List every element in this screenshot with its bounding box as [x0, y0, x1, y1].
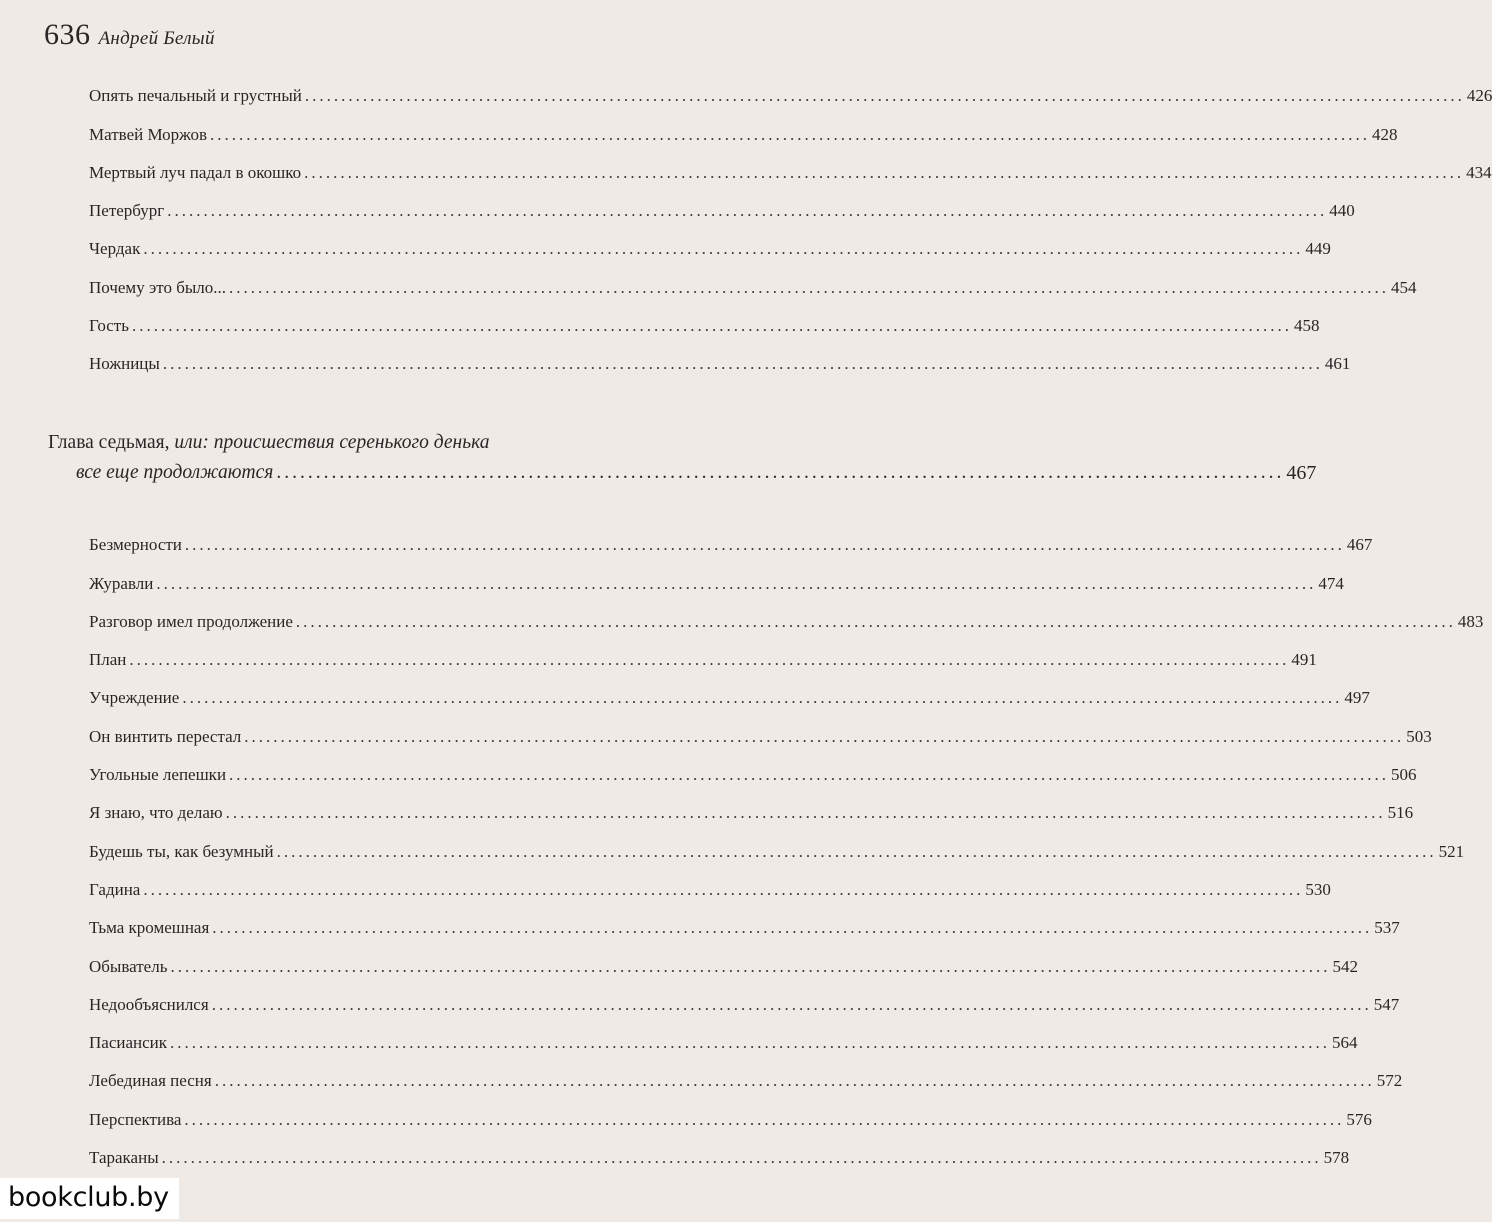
- toc-entry-title: Петербург: [89, 201, 165, 221]
- toc-entry-page: 428: [1372, 124, 1398, 144]
- leader-dots: ................................................................................................................................................................: [167, 201, 1328, 221]
- toc-entry-title: Он винтить перестал: [89, 726, 242, 746]
- leader-dots: ................................................................................................................................: [276, 462, 1285, 483]
- toc-entry-title: Безмерности: [89, 535, 182, 555]
- toc-entry-title: Журавли: [89, 573, 154, 593]
- toc-entry-page: 572: [1376, 1071, 1403, 1091]
- toc-entry-page: 474: [1318, 573, 1344, 593]
- toc-entry-page: 576: [1346, 1109, 1372, 1129]
- leader-dots: ................................................................................................................................................................: [295, 611, 1456, 631]
- toc-entry-page: 483: [1457, 611, 1484, 631]
- toc-entry-page: 454: [1391, 277, 1417, 297]
- page-number: 636: [44, 18, 91, 51]
- toc-entry-page: 434: [1466, 162, 1492, 182]
- toc-entry-page: 564: [1332, 1033, 1358, 1053]
- toc-entry-page: 461: [1324, 354, 1351, 374]
- toc-entry-page: 497: [1344, 688, 1370, 708]
- leader-dots: ................................................................................................................................................................: [184, 1109, 1345, 1129]
- toc-entry: [89, 221, 1331, 259]
- toc-entry: [89, 900, 1400, 938]
- leader-dots: ................................................................................................................................................................: [244, 726, 1405, 746]
- toc-entry-page: 506: [1391, 765, 1417, 785]
- toc-entry-page: 440: [1329, 201, 1355, 221]
- toc-entry-page: 491: [1291, 650, 1317, 670]
- toc-entry-title: Недообъяснился: [89, 994, 209, 1014]
- toc-entry: [89, 183, 1355, 221]
- toc-entry-title: Тараканы: [89, 1148, 159, 1168]
- toc-entry: [89, 1091, 1372, 1129]
- toc-entry-page: 516: [1387, 803, 1414, 823]
- toc-entry-page: 426: [1466, 86, 1492, 106]
- leader-dots: ................................................................................................................................................................: [156, 573, 1317, 593]
- toc-entry-title: Учреждение: [89, 688, 180, 708]
- toc-entry-page: 542: [1332, 956, 1358, 976]
- leader-dots: ................................................................................................................................................................: [161, 1148, 1322, 1168]
- toc-entry: [89, 336, 1351, 374]
- toc-entry: [89, 555, 1344, 593]
- toc-entry-page: 503: [1406, 726, 1432, 746]
- toc-entry-title: Почему это было...: [89, 277, 226, 297]
- toc-entry: [89, 785, 1414, 823]
- toc-entry-title: Лебединая песня: [89, 1071, 212, 1091]
- leader-dots: ................................................................................................................................................................: [143, 239, 1304, 259]
- toc-entry-title: Мертвый луч падал в окошко: [89, 162, 302, 182]
- leader-dots: ................................................................................................................................................................: [170, 1033, 1331, 1053]
- toc-entry-page: 521: [1438, 841, 1465, 861]
- toc-entry: [89, 938, 1358, 976]
- chapter-heading: [48, 428, 1317, 488]
- toc-entry-title: Обыватель: [89, 956, 168, 976]
- toc-entry-title: Гадина: [89, 879, 141, 899]
- leader-dots: ................................................................................................................................................................: [229, 277, 1389, 297]
- toc-entry: [89, 594, 1484, 632]
- toc-entry: [89, 632, 1317, 670]
- leader-dots: ................................................................................................................................................................: [129, 650, 1290, 670]
- leader-dots: ................................................................................................................................................................: [212, 918, 1373, 938]
- toc-entry: [89, 298, 1320, 336]
- toc-entry: [89, 747, 1417, 785]
- toc-entry-page: 530: [1305, 879, 1331, 899]
- toc-entry-page: 449: [1305, 239, 1331, 259]
- leader-dots: ................................................................................................................................................................: [276, 841, 1437, 861]
- toc-entry: [89, 517, 1373, 555]
- leader-dots: ................................................................................................................................................................: [132, 316, 1292, 336]
- toc-entry-page: 578: [1323, 1148, 1350, 1168]
- toc-entry: [89, 1015, 1358, 1053]
- toc-entry-title: Опять печальный и грустный: [89, 86, 302, 106]
- toc-entry: [89, 1053, 1403, 1091]
- toc-entry-title: Тьма кромешная: [89, 918, 210, 938]
- toc-entry-title: Угольные лепешки: [89, 765, 227, 785]
- toc-entry-page: 537: [1374, 918, 1400, 938]
- toc-entry-title: Гость: [89, 316, 129, 336]
- leader-dots: ................................................................................................................................................................: [304, 162, 1465, 182]
- toc-entry: [89, 977, 1400, 1015]
- leader-dots: ................................................................................................................................................................: [170, 956, 1331, 976]
- chapter-page: 467: [1286, 462, 1317, 484]
- toc-entry: [89, 145, 1492, 183]
- toc-entry-page: 547: [1373, 994, 1400, 1014]
- leader-dots: ................................................................................................................................................................: [229, 765, 1390, 785]
- toc-entry-page: 458: [1294, 316, 1320, 336]
- leader-dots: ................................................................................................................................................................: [214, 1071, 1375, 1091]
- leader-dots: ................................................................................................................................................................: [225, 803, 1386, 823]
- toc-entry-title: Будешь ты, как безумный: [89, 841, 274, 861]
- toc-entry: [89, 106, 1398, 144]
- leader-dots: ................................................................................................................................................................: [210, 124, 1371, 144]
- toc-entry: [89, 1130, 1350, 1168]
- chapter-prefix: Глава седьмая,: [48, 432, 175, 453]
- chapter-subtitle-2: все еще продолжаются: [76, 462, 274, 483]
- toc-list-top: [89, 68, 1492, 374]
- toc-entry: [89, 823, 1465, 861]
- toc-entry-title: Разговор имел продолжение: [89, 611, 293, 631]
- leader-dots: ................................................................................................................................................................: [143, 879, 1304, 899]
- toc-entry: [89, 862, 1331, 900]
- toc-entry-title: Ножницы: [89, 354, 160, 374]
- chapter-title-line2: [48, 458, 1317, 488]
- toc-entry-title: Чердак: [89, 239, 141, 259]
- toc-entry: [89, 670, 1370, 708]
- toc-entry-page: 467: [1346, 535, 1373, 555]
- toc-list-bottom: [89, 517, 1484, 1168]
- leader-dots: ................................................................................................................................................................: [211, 994, 1372, 1014]
- page-header: [44, 18, 215, 52]
- toc-entry-title: Я знаю, что делаю: [89, 803, 223, 823]
- leader-dots: ................................................................................................................................................................: [304, 86, 1465, 106]
- chapter-title-line1: [48, 428, 668, 458]
- toc-entry: [89, 708, 1432, 746]
- chapter-subtitle-1: или: происшествия серенького денька: [174, 432, 490, 453]
- running-head-author: Андрей Белый: [98, 28, 215, 49]
- toc-entry-title: План: [89, 650, 127, 670]
- watermark: bookclub.by: [0, 1178, 179, 1219]
- toc-entry-title: Пасиансик: [89, 1033, 168, 1053]
- toc-entry: [89, 68, 1492, 106]
- leader-dots: ................................................................................................................................................................: [184, 535, 1345, 555]
- toc-entry: [89, 259, 1417, 297]
- toc-entry-title: Перспектива: [89, 1109, 182, 1129]
- toc-entry-title: Матвей Моржов: [89, 124, 208, 144]
- leader-dots: ................................................................................................................................................................: [162, 354, 1323, 374]
- leader-dots: ................................................................................................................................................................: [182, 688, 1343, 708]
